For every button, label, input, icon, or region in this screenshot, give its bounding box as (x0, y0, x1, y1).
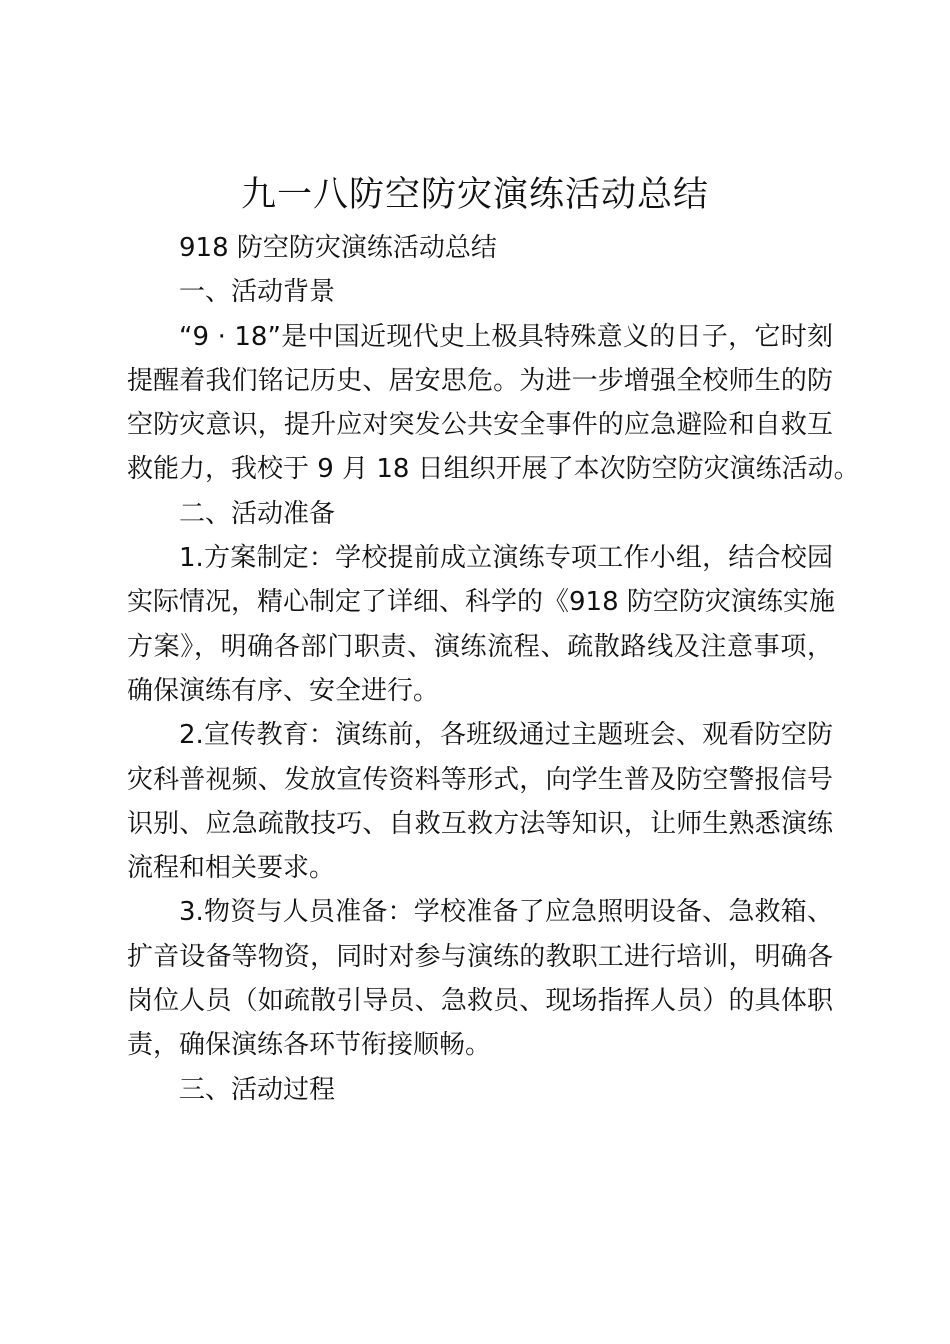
section-heading-preparation: 二、活动准备 (179, 498, 336, 529)
paragraph-line: 责，确保演练各环节衔接顺畅。 (127, 1030, 492, 1061)
paragraph-line: 1.方案制定：学校提前成立演练专项工作小组，结合校园 (179, 543, 833, 574)
document-subtitle: 918 防空防灾演练活动总结 (179, 233, 497, 263)
section-heading-background: 一、活动背景 (179, 277, 336, 308)
preparation-item-supplies (127, 890, 833, 1067)
paragraph-line: 空防灾意识，提升应对突发公共安全事件的应急避险和自救互 (127, 410, 833, 441)
paragraph-line: 识别、应急疏散技巧、自救互救方法等知识，让师生熟悉演练 (127, 808, 833, 839)
paragraph-line: 确保演练有序、安全进行。 (127, 675, 440, 706)
paragraph-line: 救能力，我校于 9 月 18 日组织开展了本次防空防灾演练活动。 (127, 454, 860, 485)
document-body (127, 226, 860, 1112)
preparation-item-plan (127, 536, 833, 713)
paragraph-line: 2.宣传教育：演练前，各班级通过主题班会、观看防空防 (179, 720, 833, 751)
paragraph-line: 流程和相关要求。 (127, 853, 336, 884)
preparation-item-education (127, 713, 833, 890)
document-title: 九一八防空防灾演练活动总结 (240, 175, 709, 215)
paragraph-line: 提醒着我们铭记历史、居安思危。为进一步增强全校师生的防 (127, 365, 833, 396)
paragraph-line: 实际情况，精心制定了详细、科学的《918 防空防灾演练实施 (127, 587, 835, 618)
paragraph-line: 3.物资与人员准备：学校准备了应急照明设备、急救箱、 (179, 897, 833, 928)
paragraph-line: 岗位人员（如疏散引导员、急救员、现场指挥人员）的具体职 (127, 986, 833, 1017)
paragraph-line: 灾科普视频、发放宣传资料等形式，向学生普及防空警报信号 (127, 764, 833, 795)
background-paragraph (127, 315, 860, 492)
paragraph-line: 扩音设备等物资，同时对参与演练的教职工进行培训，明确各 (127, 941, 833, 972)
section-heading-process: 三、活动过程 (179, 1074, 336, 1105)
paragraph-line: 方案》，明确各部门职责、演练流程、疏散路线及注意事项， (127, 631, 833, 662)
paragraph-line: “9 · 18”是中国近现代史上极具特殊意义的日子，它时刻 (179, 321, 833, 352)
